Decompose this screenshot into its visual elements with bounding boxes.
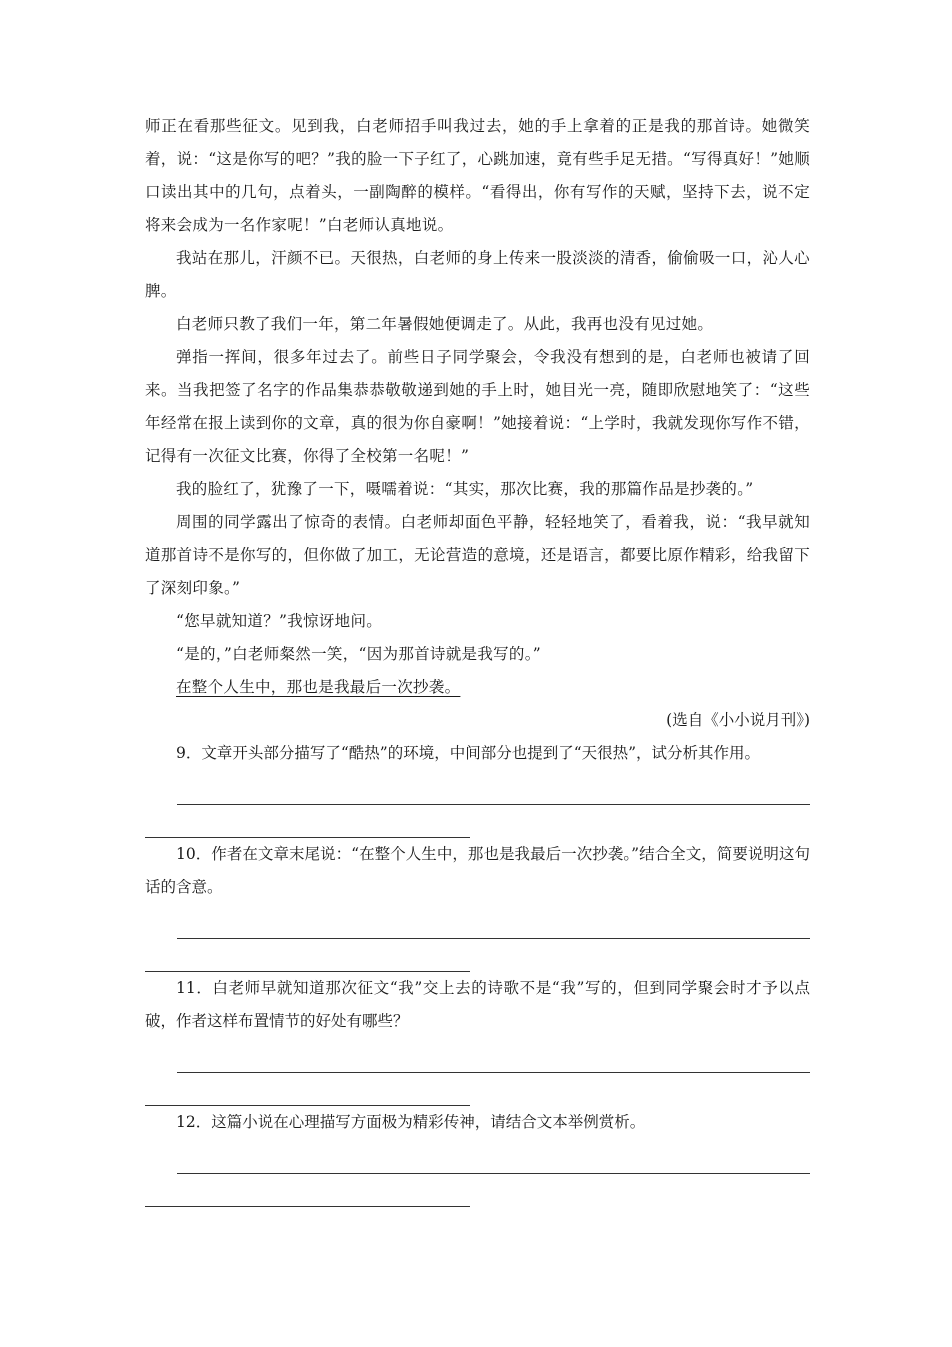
answer-line <box>145 1105 470 1106</box>
closing-sentence <box>145 671 810 704</box>
answer-area-10[interactable] <box>145 904 810 964</box>
passage-paragraph: 师正在看那些征文。见到我，白老师招手叫我过去，她的手上拿着的正是我的那首诗。她微笑着，说：“这是你写的吧？”我的脸一下子红了，心跳加速，竟有些手足无措。“写得真好！”她顺口读出其中的几句，点着头，一副陶醉的模样。“看得出，你有写作的天赋，坚持下去，说不定将来会成为一名作家呢！”白老师认真地说。 <box>145 117 810 234</box>
answer-line <box>177 1173 810 1174</box>
answer-area-12[interactable] <box>145 1139 810 1199</box>
story-passage <box>145 110 810 704</box>
question-10: 10．作者在文章末尾说：“在整个人生中，那也是我最后一次抄袭。”结合全文，简要说明这句话的含意。 <box>145 845 810 896</box>
answer-area-9[interactable] <box>145 770 810 830</box>
passage-paragraph: “是的，”白老师粲然一笑，“因为那首诗就是我写的。” <box>176 645 541 663</box>
answer-line <box>177 1072 810 1073</box>
answer-line <box>145 971 470 972</box>
answer-line <box>145 837 470 838</box>
passage-paragraph: 白老师只教了我们一年，第二年暑假她便调走了。从此，我再也没有见过她。 <box>176 315 714 333</box>
question-11: 11．白老师早就知道那次征文“我”交上去的诗歌不是“我”写的，但到同学聚会时才予以点破，作者这样布置情节的好处有哪些？ <box>145 979 810 1030</box>
passage-paragraph: 弹指一挥间，很多年过去了。前些日子同学聚会，令我没有想到的是，白老师也被请了回来。当我把签了名字的作品集恭恭敬敬递到她的手上时，她目光一亮，随即欣慰地笑了：“这些年经常在报上读到你的文章，真的很为你自豪啊！”她接着说：“上学时，我就发现你写作不错，记得有一次征文比赛，你得了全校第一名呢！” <box>145 348 810 465</box>
question-12: 12．这篇小说在心理描写方面极为精彩传神，请结合文本举例赏析。 <box>176 1113 646 1131</box>
question-9: 9．文章开头部分描写了“酷热”的环境，中间部分也提到了“天很热”，试分析其作用。 <box>176 744 761 762</box>
passage-paragraph: 我站在那儿，汗颜不已。天很热，白老师的身上传来一股淡淡的清香，偷偷吸一口，沁人心脾。 <box>145 249 810 300</box>
passage-paragraph: 周围的同学露出了惊奇的表情。白老师却面色平静，轻轻地笑了，看着我，说：“我早就知道那首诗不是你写的，但你做了加工，无论营造的意境，还是语言，都要比原作精彩，给我留下了深刻印象。” <box>145 513 810 597</box>
source-citation: (选自《小小说月刊》) <box>666 711 810 729</box>
answer-line <box>177 804 810 805</box>
underlined-sentence: 在整个人生中，那也是我最后一次抄袭。 <box>176 678 461 696</box>
document-page <box>145 110 810 1207</box>
question-section <box>145 737 810 1199</box>
answer-line <box>177 938 810 939</box>
answer-line <box>145 1206 470 1207</box>
passage-paragraph: “您早就知道？”我惊讶地问。 <box>176 612 383 630</box>
passage-paragraph: 我的脸红了，犹豫了一下，嗫嚅着说：“其实，那次比赛，我的那篇作品是抄袭的。” <box>176 480 754 498</box>
answer-area-11[interactable] <box>145 1038 810 1098</box>
